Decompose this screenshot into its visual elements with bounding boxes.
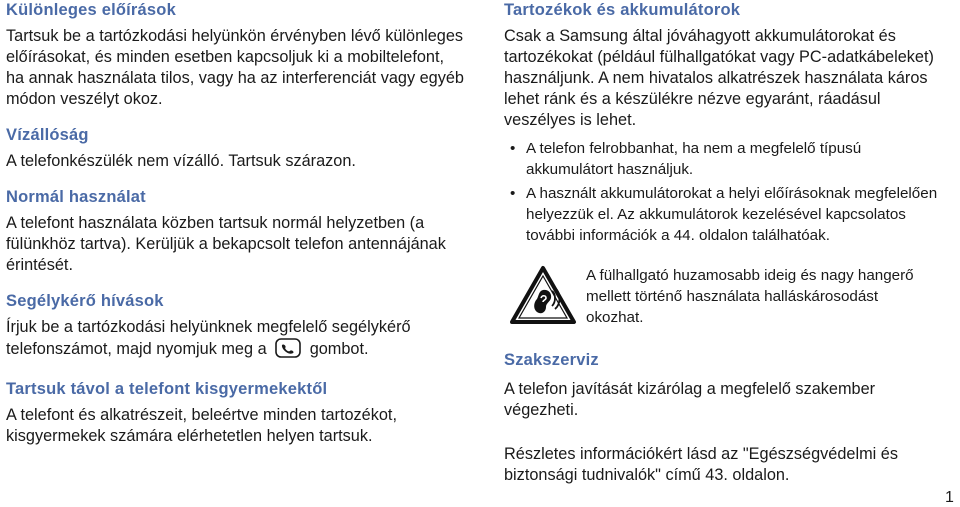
hearing-warning-text: A fülhallgató huzamosabb ideig és nagy hangerő mellett történő használata halláskárosodást okozhat. — [586, 267, 914, 326]
emergency-text-before: Írjuk be a tartózkodási helyünknek megfelelő segélykérő telefonszámot, majd nyomjuk meg a — [6, 318, 411, 358]
waterproof-text: A telefonkészülék nem vízálló. Tartsuk szárazon. — [6, 152, 356, 170]
service-text: A telefon javítását kizárólag a megfelelő szakember végezheti. — [504, 380, 876, 419]
phone-send-key-icon — [275, 338, 301, 364]
children-text: A telefont és alkatrészeit, beleértve minden tartozékot, kisgyermekek számára elérhetetlen helyen tartsuk. — [6, 406, 397, 445]
bullet-item: • A használt akkumulátorokat a helyi előírásoknak megfelelően helyezzük el. Az akkumulátorok kezelésével kapcsolatos további információk a 44. oldalon találhatóak. — [504, 183, 944, 246]
info-text: Részletes információkért lásd az "Egészségvédelmi és biztonsági tudnivalók" című 43. oldalon. — [504, 445, 898, 484]
special-regulations-text: Tartsuk be a tartózkodási helyünkön érvényben lévő különleges előírásokat, és minden esetben kapcsoljuk ki a mobiltelefont, ha annak használata tilos, vagy ha az interferenciát vagy egyéb módon veszélyt okoz. — [6, 27, 464, 108]
special-regulations-heading: Különleges előírások — [6, 1, 176, 19]
right-column — [504, 0, 944, 246]
normal-use-heading: Normál használat — [6, 188, 146, 206]
page-number: 1 — [945, 489, 954, 506]
emergency-text-after: gombot. — [309, 340, 369, 358]
accessories-bullets — [504, 138, 944, 246]
normal-use-text: A telefont használata közben tartsuk normál helyzetben (a fülünkhöz tartva). Kerüljük a bekapcsolt telefon antennájának érintését. — [6, 214, 446, 274]
children-heading: Tartsuk távol a telefont kisgyermekektől — [6, 380, 328, 398]
accessories-heading: Tartozékok és akkumulátorok — [504, 1, 741, 19]
hearing-warning-icon — [509, 265, 577, 330]
service-section — [504, 350, 944, 486]
left-column — [6, 0, 466, 447]
bullet-item: • A telefon felrobbanhat, ha nem a megfelelő típusú akkumulátort használjuk. — [504, 138, 944, 180]
emergency-calls-text — [6, 317, 466, 364]
accessories-text: Csak a Samsung által jóváhagyott akkumulátorokat és tartozékokat (például fülhallgatókat vagy PC-adatkábeleket) használjunk. A nem hivatalos alkatrészek használata káros lehet ránk és a készülékre nézve egyaránt, ráadásul veszélyes is lehet. — [504, 27, 934, 129]
waterproof-heading: Vízállóság — [6, 126, 89, 144]
service-heading: Szakszerviz — [504, 351, 599, 369]
emergency-calls-heading: Segélykérő hívások — [6, 292, 164, 310]
